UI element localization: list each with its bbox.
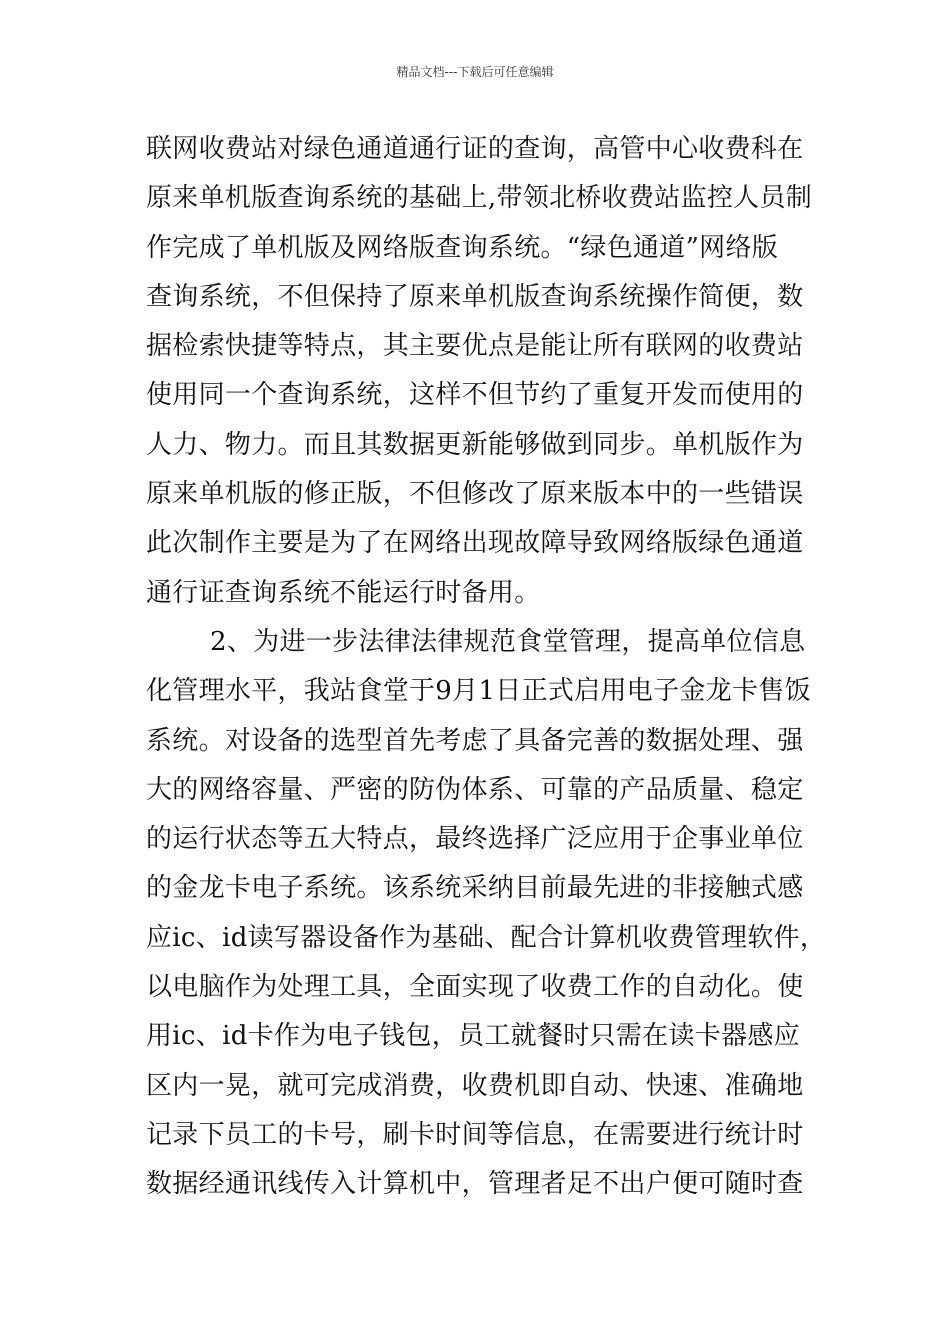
text-line: 联网收费站对绿色通道通行证的查询，高管中心收费科在 — [146, 134, 804, 164]
text-line: 此次制作主要是为了在网络出现故障导致网络版绿色通道 — [146, 528, 804, 559]
text-line: 大的网络容量、严密的防伪体系、可靠的产品质量、稳定 — [146, 774, 804, 805]
text-line: 作完成了单机版及网络版查询系统。“绿色通道”网络版 — [146, 232, 779, 263]
text-line: 原来单机版查询系统的基础上,带领北桥收费站监控人员制 — [146, 183, 813, 214]
page-header: 精品文档---下载后可任意编辑 — [396, 65, 554, 79]
text-line: 原来单机版的修正版，不但修改了原来版本中的一些错误 — [146, 479, 804, 510]
text-line: 系统。对设备的选型首先考虑了具备完善的数据处理、强 — [146, 725, 804, 756]
text-line: 据检索快捷等特点，其主要优点是能让所有联网的收费站 — [146, 331, 804, 362]
text-line: 以电脑作为处理工具，全面实现了收费工作的自动化。使 — [146, 972, 804, 1003]
text-line: 应ic、id读写器设备作为基础、配合计算机收费管理软件， — [146, 922, 827, 953]
text-line: 化管理水平，我站食堂于9月1日正式启用电子金龙卡售饭 — [146, 676, 811, 707]
paragraph-start-line: 2、为进一步法律法律规范食堂管理，提高单位信息 — [210, 626, 806, 657]
text-line: 记录下员工的卡号，刷卡时间等信息，在需要进行统计时 — [146, 1119, 804, 1150]
text-line: 用ic、id卡作为电子钱包，员工就餐时只需在读卡器感应 — [146, 1021, 800, 1052]
text-line: 通行证查询系统不能运行时备用。 — [146, 577, 541, 608]
text-line: 的金龙卡电子系统。该系统采纳目前最先进的非接触式感 — [146, 873, 804, 904]
document-body — [146, 125, 827, 1210]
text-line: 查询系统，不但保持了原来单机版查询系统操作简便，数 — [146, 281, 804, 312]
text-line: 的运行状态等五大特点，最终选择广泛应用于企事业单位 — [146, 824, 804, 855]
text-line: 使用同一个查询系统，这样不但节约了重复开发而使用的 — [146, 380, 804, 411]
text-line: 人力、物力。而且其数据更新能够做到同步。单机版作为 — [146, 429, 804, 460]
text-line: 区内一晃，就可完成消费，收费机即自动、快速、准确地 — [146, 1070, 804, 1101]
text-line: 数据经通讯线传入计算机中，管理者足不出户便可随时查 — [146, 1169, 804, 1200]
